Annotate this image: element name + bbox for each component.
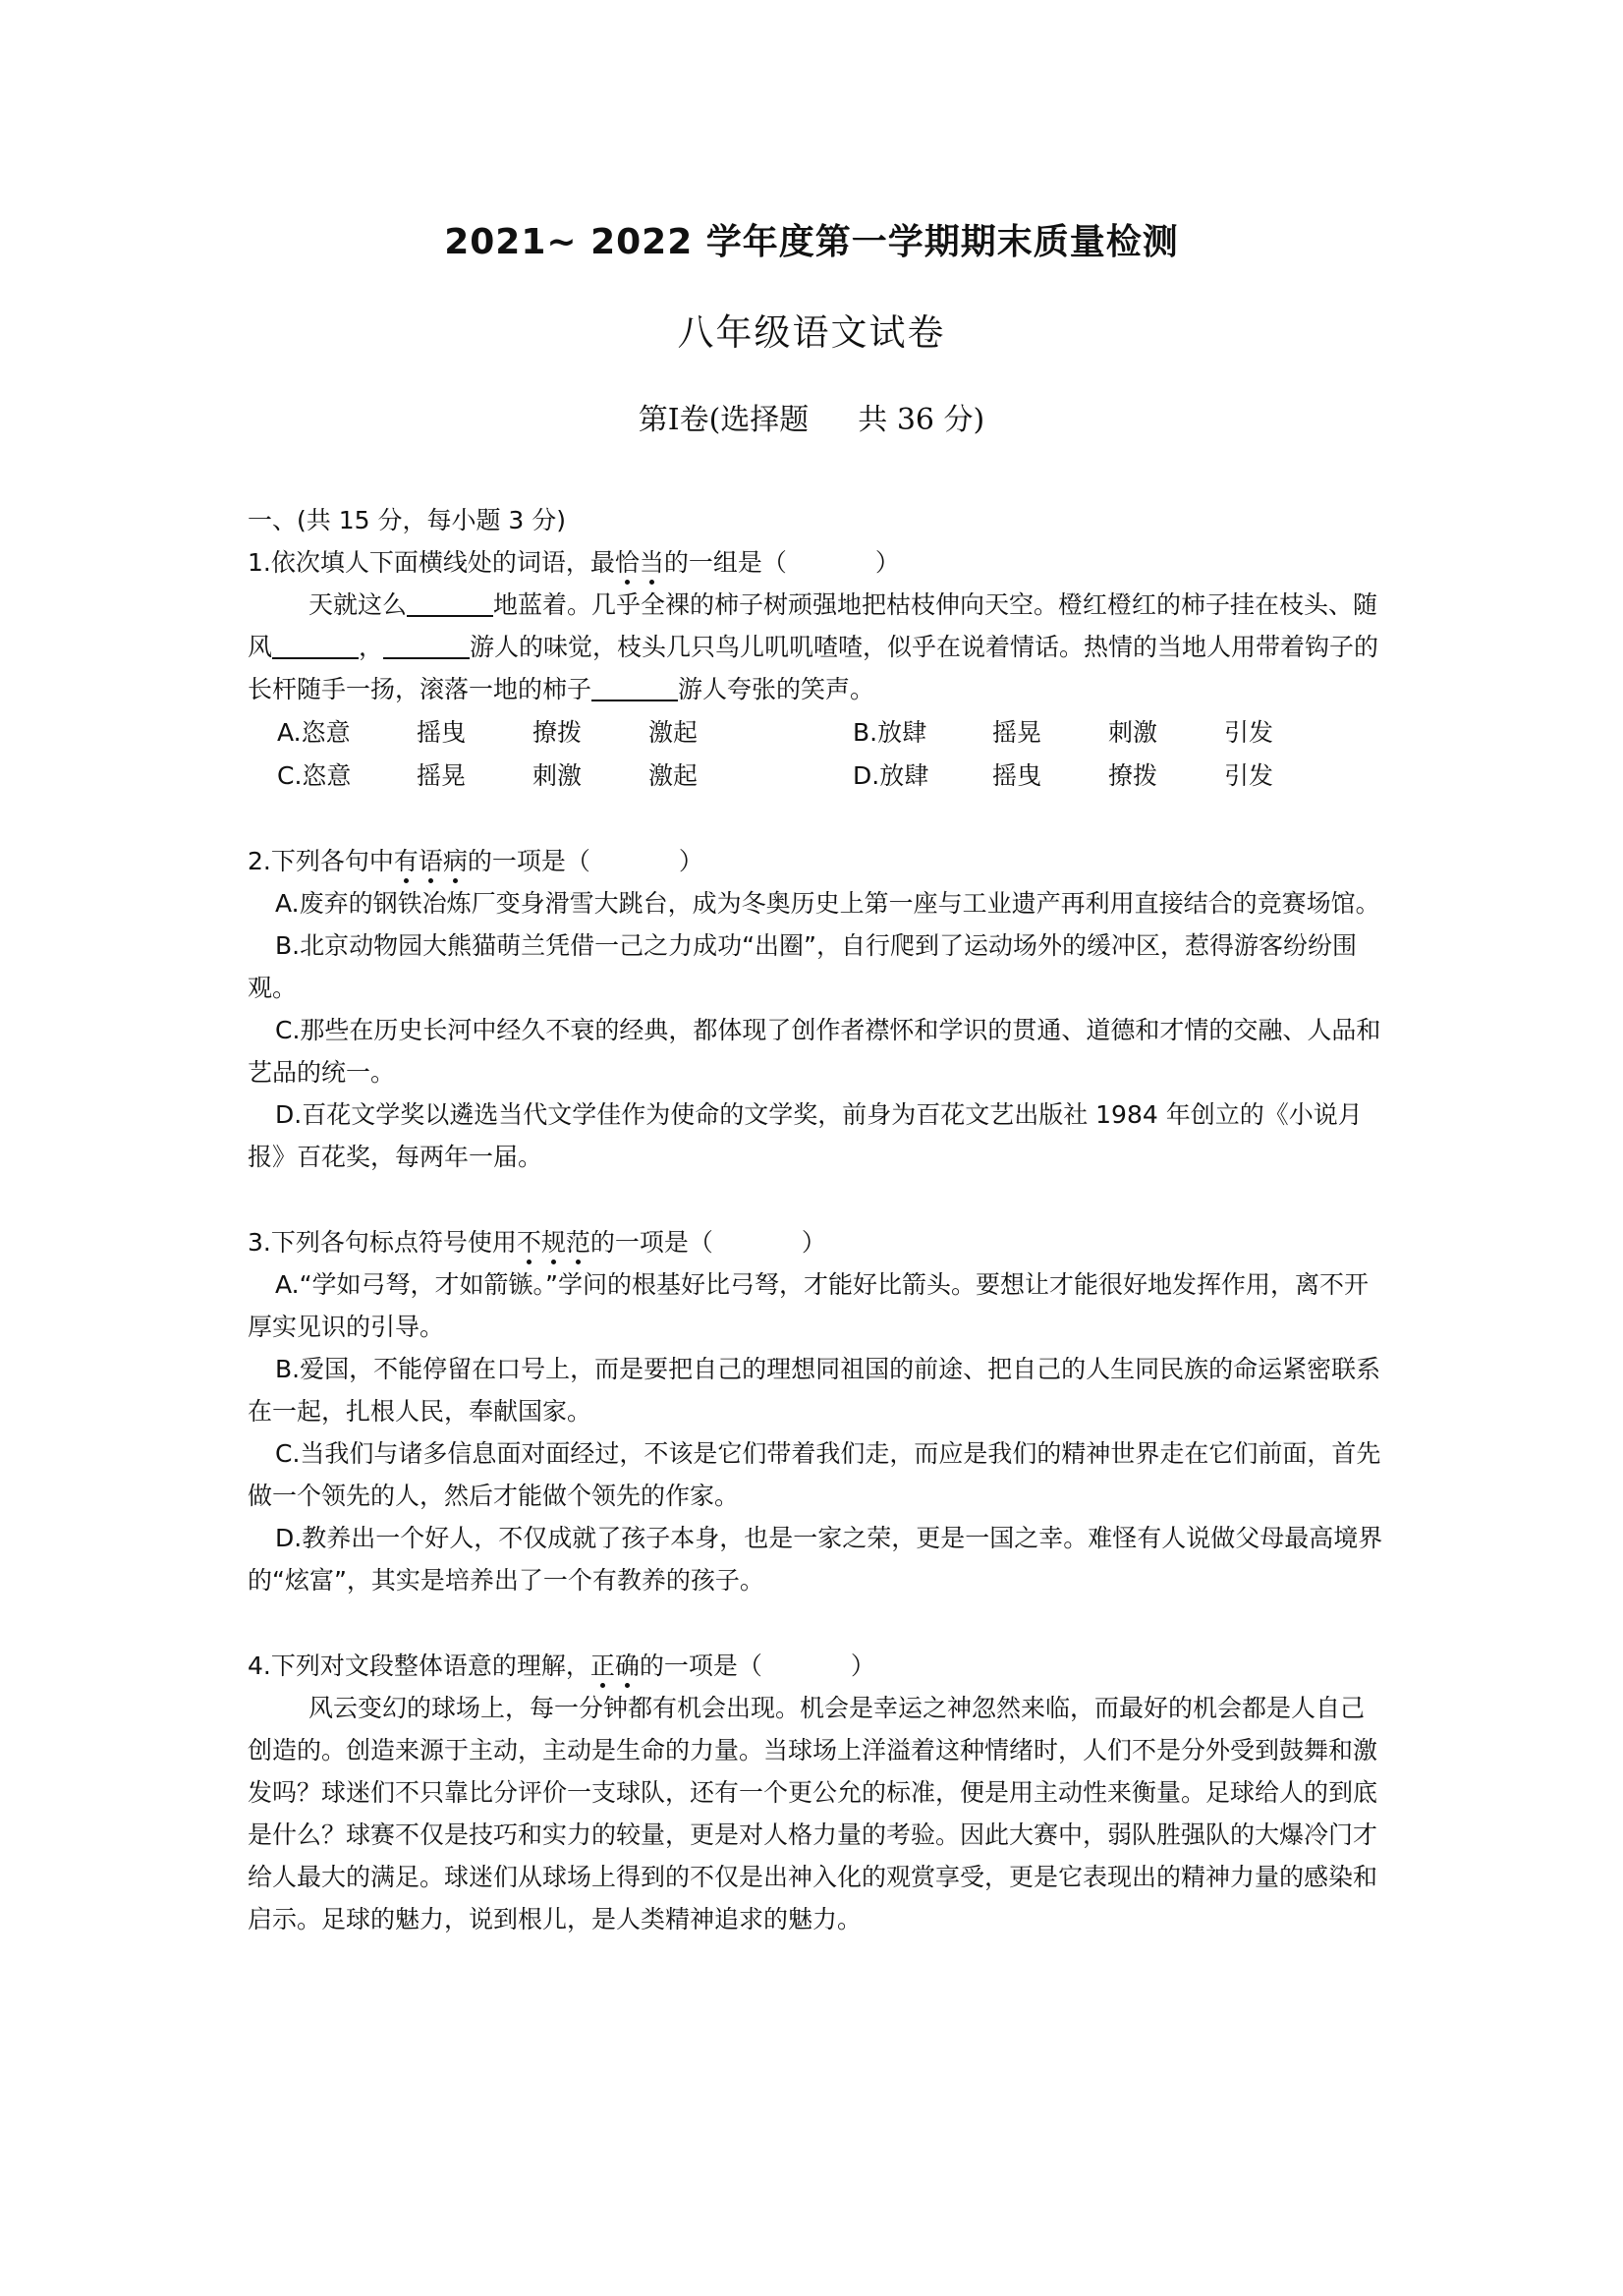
emphasis-dot: 语 [418,847,443,875]
emphasis-dot: 正 [589,1652,615,1680]
emphasis-dot: 恰 [614,548,640,577]
question-3-option-c: C.当我们与诸多信息面对面经过，不该是它们带着我们走，而应是我们的精神世界走在它们前面，首先做一个领先的人，然后才能做个领先的作家。 [248,1439,1381,1510]
option-row: C.恣意 摇晃 刺激 激起 D.放肆 摇曳 撩拨 引发 [277,760,1274,790]
question-2-option-c: C.那些在历史长河中经久不衰的经典，都体现了创作者襟怀和学识的贯通、道德和才情的交融、人品和艺品的统一。 [248,1016,1381,1087]
emphasis-dot: 范 [565,1228,590,1257]
section-heading: 一、(共 15 分，每小题 3 分) [248,506,567,534]
option-row: A.恣意 摇曳 撩拨 激起 B.放肆 摇晃 刺激 引发 [277,717,1274,747]
question-1-passage: 天就这么 地蓝着。几乎全裸的柿子树顽强地把枯枝伸向天空。橙红橙红的柿子挂在枝头、随风 ， 游人的味觉，枝头几只鸟儿叽叽喳喳，似乎在说着情话。热情的当地人用带着钩子的长杆随手一扬，滚落一地的柿子 游人夸张的笑声。 [248,590,1379,703]
question-1-stem: 1.依次填人下面横线处的词语，最恰当的一组是（ ） [248,548,900,577]
emphasis-dot: 有 [393,847,419,875]
volume-suffix: 共 36 分) [858,403,985,437]
emphasis-dot: 确 [614,1652,640,1680]
fill-blank [591,674,678,701]
fill-blank [383,632,470,659]
question-3-option-d: D.教养出一个好人，不仅成就了孩子本身，也是一家之荣，更是一国之幸。难怪有人说做父母最高境界的“炫富”，其实是培养出了一个有教养的孩子。 [248,1524,1383,1595]
emphasis-dot: 规 [540,1228,566,1257]
emphasis-dot: 不 [516,1228,541,1257]
question-2-stem: 2.下列各句中有语病的一项是（ ） [248,847,703,875]
exam-content [248,499,1387,1940]
emphasis-dot: 当 [639,548,664,577]
exam-title: 2021~ 2022 学年度第一学期期末质量检测 [444,222,1179,262]
question-2-option-a: A.废弃的钢铁冶炼厂变身滑雪大跳台，成为冬奥历史上第一座与工业遗产再利用直接结合的竞赛场馆。 [275,889,1380,918]
fill-blank [272,632,359,659]
volume-prefix: 第Ⅰ卷(选择题 [638,403,810,437]
question-4-passage: 风云变幻的球场上，每一分钟都有机会出现。机会是幸运之神忽然来临，而最好的机会都是人自己创造的。创造来源于主动，主动是生命的力量。当球场上洋溢着这种情绪时，人们不是分外受到鼓舞和激发吗？球迷们不只靠比分评价一支球队，还有一个更公允的标准，便是用主动性来衡量。足球给人的到底是什么？球赛不仅是技巧和实力的较量，更是对人格力量的考验。因此大赛中，弱队胜强队的大爆冷门才给人最大的满足。球迷们从球场上得到的不仅是出神入化的观赏享受，更是它表现出的精神力量的感染和启示。足球的魅力，说到根儿，是人类精神追求的魅力。 [248,1694,1378,1933]
question-2-option-d: D.百花文学奖以遴选当代文学佳作为使命的文学奖，前身为百花文艺出版社 1984 年创立的《小说月报》百花奖，每两年一届。 [248,1100,1363,1171]
exam-subtitle: 八年级语文试卷 [677,311,946,354]
question-3-option-a: A.“学如弓弩，才如箭镞。”学问的根基好比弓弩，才能好比箭头。要想让才能很好地发挥作用，离不开厚实见识的引导。 [248,1270,1370,1341]
fill-blank [407,589,493,617]
emphasis-dot: 病 [442,847,468,875]
question-4-stem: 4.下列对文段整体语意的理解，正确的一项是（ ） [248,1652,875,1680]
question-1-options [248,710,1387,797]
question-3-stem: 3.下列各句标点符号使用不规范的一项是（ ） [248,1228,826,1257]
question-2-option-b: B.北京动物园大熊猫萌兰凭借一己之力成功“出圈”，自行爬到了运动场外的缓冲区，惹得游客纷纷围观。 [248,931,1358,1002]
volume-heading [0,395,1623,438]
question-3-option-b: B.爱国，不能停留在口号上，而是要把自己的理想同祖国的前途、把自己的人生同民族的命运紧密联系在一起，扎根人民，奉献国家。 [248,1355,1381,1426]
